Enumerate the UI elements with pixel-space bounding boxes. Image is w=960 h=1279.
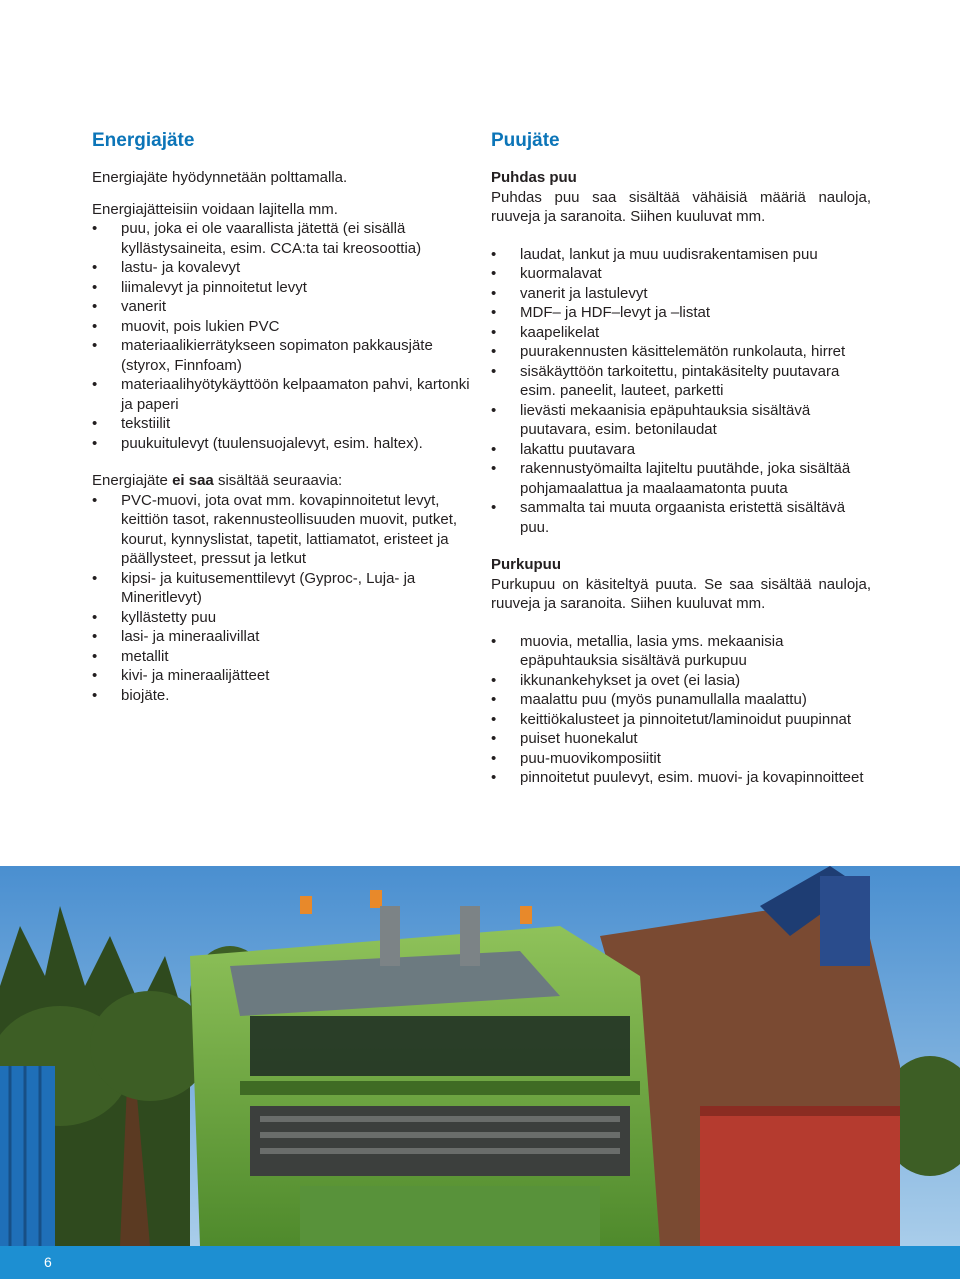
bullet-icon: • <box>92 337 98 354</box>
bullet-icon: • <box>491 460 497 477</box>
list-item-text: lievästi mekaanisia epäpuhtauksia sisältävä puutavara, esim. betonilaudat <box>520 401 811 438</box>
list-item <box>491 768 871 788</box>
energy-waste-column <box>92 128 472 705</box>
list-item <box>92 317 472 337</box>
list-item <box>92 297 472 317</box>
bullet-icon: • <box>491 691 497 708</box>
list-item <box>92 627 472 647</box>
bullet-icon: • <box>92 278 98 296</box>
list-item <box>92 434 472 454</box>
energy-waste-exclude-list <box>92 491 472 706</box>
list-item-text: kipsi- ja kuitusementtilevyt (Gyproc-, Luja- ja Mineritlevyt) <box>121 569 416 606</box>
list-item-text: kyllästetty puu <box>121 608 217 626</box>
list-item-text: lakattu puutavara <box>520 440 636 458</box>
wood-waste-column <box>491 128 871 788</box>
page-number: 6 <box>44 1254 52 1270</box>
wood-waste-title: Puujäte <box>491 130 560 151</box>
bullet-icon: • <box>92 491 98 509</box>
list-item-text: muovit, pois lukien PVC <box>121 317 280 335</box>
bullet-icon: • <box>491 362 497 380</box>
list-item-text: vanerit ja lastulevyt <box>520 284 648 302</box>
list-item <box>491 690 871 710</box>
list-item <box>491 459 871 498</box>
list-item-text: biojäte. <box>121 686 170 704</box>
list-item <box>92 278 472 298</box>
bullet-icon: • <box>92 647 98 665</box>
bullet-icon: • <box>92 569 98 587</box>
energy-waste-title: Energiajäte <box>92 130 195 151</box>
bullet-icon: • <box>491 265 497 282</box>
bullet-icon: • <box>92 628 98 645</box>
list-item <box>491 245 871 265</box>
list-item-text: puu, joka ei ole vaarallista jätettä (ei sisällä kyllästysaineita, esim. CCA:ta tai kreosoottia) <box>121 220 422 257</box>
demolition-wood-text: Purkupuu on käsiteltyä puuta. Se saa sisältää nauloja, ruuveja ja saranoita. Siihen kuuluvat mm. <box>491 575 871 612</box>
exclude-suffix: sisältää seuraavia: <box>213 472 343 489</box>
truck-photo-image <box>0 866 960 1246</box>
list-item <box>491 671 871 691</box>
list-item-text: laudat, lankut ja muu uudisrakentamisen puu <box>520 245 818 263</box>
list-item <box>491 401 871 440</box>
list-item-text: keittiökalusteet ja pinnoitetut/laminoidut puupinnat <box>520 710 852 728</box>
bullet-icon: • <box>491 440 497 458</box>
list-item <box>92 608 472 628</box>
bullet-icon: • <box>92 686 98 704</box>
list-item <box>491 362 871 401</box>
list-item <box>491 440 871 460</box>
list-item <box>92 686 472 706</box>
bullet-icon: • <box>491 323 497 341</box>
list-item <box>491 264 871 284</box>
energy-waste-exclude-intro <box>92 471 472 491</box>
bullet-icon: • <box>92 667 98 684</box>
list-item <box>92 569 472 608</box>
list-item-text: pinnoitetut puulevyt, esim. muovi- ja kovapinnoitteet <box>520 769 864 786</box>
bullet-icon: • <box>491 343 497 360</box>
list-item <box>491 749 871 769</box>
list-item-text: rakennustyömailta lajiteltu puutähde, joka sisältää pohjamaalattua ja maalaamatonta puuta <box>520 460 851 497</box>
list-item-text: lastu- ja kovalevyt <box>121 259 241 276</box>
energy-waste-intro: Energiajäte hyödynnetään polttamalla. <box>92 169 348 186</box>
list-item-text: MDF– ja HDF–levyt ja –listat <box>520 304 711 321</box>
clean-wood-heading: Puhdas puu <box>491 169 577 186</box>
list-item-text: puukuitulevyt (tuulensuojalevyt, esim. haltex). <box>121 434 423 452</box>
clean-wood-list <box>491 245 871 538</box>
bullet-icon: • <box>92 415 98 432</box>
list-item <box>92 647 472 667</box>
list-item <box>92 219 472 258</box>
exclude-prefix: Energiajäte <box>92 472 173 489</box>
energy-waste-list-intro: Energiajätteisiin voidaan lajitella mm. <box>92 200 338 218</box>
bullet-icon: • <box>92 376 98 393</box>
bullet-icon: • <box>92 608 98 626</box>
bullet-icon: • <box>491 749 497 767</box>
list-item-text: metallit <box>121 647 169 665</box>
list-item-text: puiset huonekalut <box>520 730 638 747</box>
energy-waste-list <box>92 219 472 453</box>
list-item-text: sisäkäyttöön tarkoitettu, pintakäsitelty puutavara esim. paneelit, lauteet, parketti <box>520 362 840 399</box>
bullet-icon: • <box>92 259 98 276</box>
list-item-text: materiaalihyötykäyttöön kelpaamaton pahvi, kartonki ja paperi <box>121 376 470 413</box>
bullet-icon: • <box>491 769 497 786</box>
list-item-text: sammalta tai muuta orgaanista eristettä sisältävä puu. <box>520 499 846 536</box>
list-item-text: maalattu puu (myös punamullalla maalattu) <box>520 691 807 708</box>
bullet-icon: • <box>491 632 497 650</box>
bullet-icon: • <box>491 710 497 728</box>
demolition-wood-list <box>491 632 871 788</box>
list-item-text: puu-muovikomposiitit <box>520 749 661 767</box>
bullet-icon: • <box>92 298 98 315</box>
list-item <box>92 375 472 414</box>
list-item-text: muovia, metallia, lasia yms. mekaanisia epäpuhtauksia sisältävä purkupuu <box>520 632 784 669</box>
list-item-text: kaapelikelat <box>520 323 600 341</box>
list-item <box>491 498 871 537</box>
bullet-icon: • <box>92 220 98 237</box>
list-item-text: PVC-muovi, jota ovat mm. kovapinnoitetut levyt, keittiön tasot, rakennusteollisuuden muovit, putket, kourut, kynnyslistat, tapetit, lattiamatot, eristeet ja päällysteet, pressut ja letkut <box>121 491 458 567</box>
list-item <box>491 342 871 362</box>
list-item <box>92 491 472 569</box>
bullet-icon: • <box>491 304 497 321</box>
bullet-icon: • <box>491 671 497 689</box>
list-item <box>92 666 472 686</box>
list-item <box>92 336 472 375</box>
list-item <box>491 284 871 304</box>
list-item <box>491 710 871 730</box>
truck-photo <box>0 866 960 1246</box>
list-item-text: ikkunankehykset ja ovet (ei lasia) <box>520 671 741 689</box>
list-item-text: tekstiilit <box>121 415 171 432</box>
list-item <box>491 632 871 671</box>
bullet-icon: • <box>491 499 497 516</box>
list-item-text: kuormalavat <box>520 265 602 282</box>
exclude-bold: ei saa <box>172 472 214 489</box>
list-item-text: kivi- ja mineraalijätteet <box>121 667 270 684</box>
bullet-icon: • <box>491 245 497 263</box>
list-item <box>92 258 472 278</box>
list-item-text: liimalevyt ja pinnoitetut levyt <box>121 278 307 296</box>
list-item <box>491 323 871 343</box>
list-item <box>92 414 472 434</box>
list-item <box>491 729 871 749</box>
bullet-icon: • <box>491 730 497 747</box>
bullet-icon: • <box>491 401 497 419</box>
list-item <box>491 303 871 323</box>
demolition-wood-heading: Purkupuu <box>491 556 561 573</box>
list-item-text: materiaalikierrätykseen sopimaton pakkausjäte (styrox, Finnfoam) <box>121 337 433 374</box>
list-item-text: vanerit <box>121 298 167 315</box>
bullet-icon: • <box>491 284 497 302</box>
footer-band <box>0 1246 960 1279</box>
bullet-icon: • <box>92 434 98 452</box>
list-item-text: puurakennusten käsittelemätön runkolauta, hirret <box>520 343 846 360</box>
bullet-icon: • <box>92 317 98 335</box>
list-item-text: lasi- ja mineraalivillat <box>121 628 260 645</box>
clean-wood-text: Puhdas puu saa sisältää vähäisiä määriä nauloja, ruuveja ja saranoita. Siihen kuuluvat mm. <box>491 188 871 225</box>
